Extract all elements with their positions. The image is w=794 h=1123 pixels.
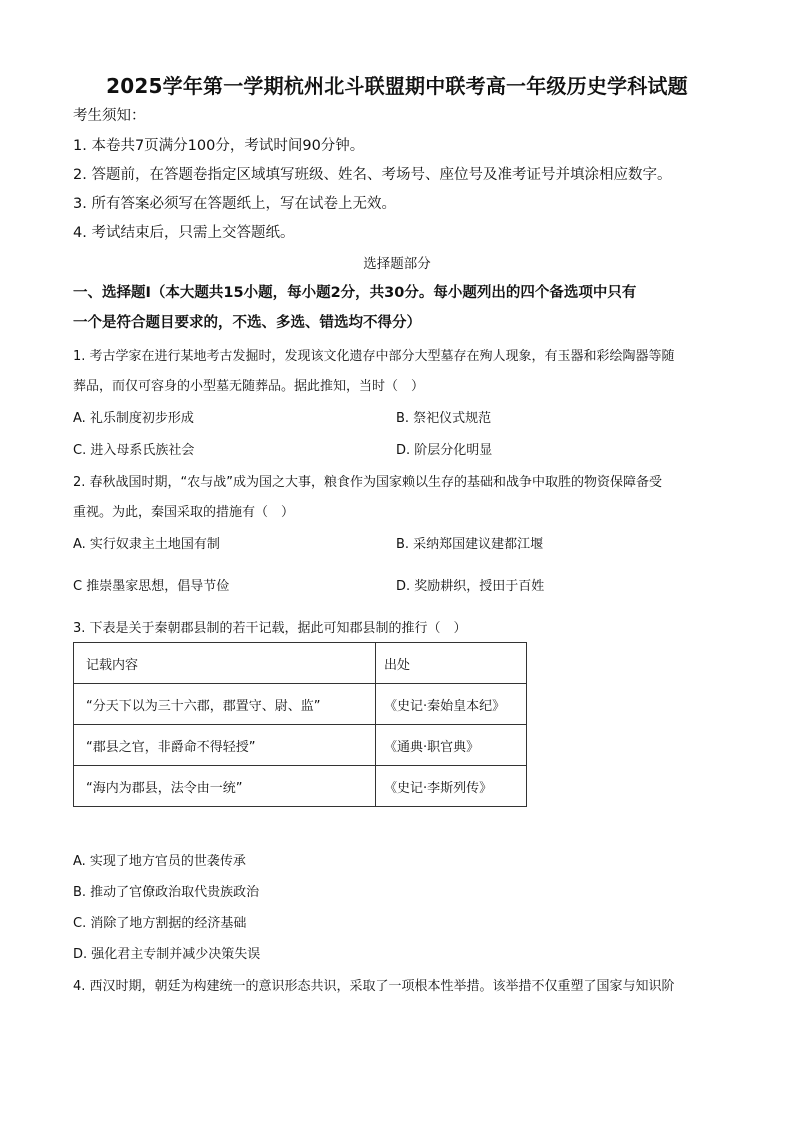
q2-option-a[interactable]: A. 实行奴隶主土地国有制 [73, 537, 220, 552]
q2-stem-line1: 2. 春秋战国时期，“农与战”成为国之大事，粮食作为国家赖以生存的基础和战争中取胜的物资保障备受 [73, 475, 663, 490]
q1-stem-line1: 1. 考古学家在进行某地考古发掘时，发现该文化遗存中部分大型墓存在殉人现象，有玉器和彩绘陶器等随 [73, 349, 675, 364]
table-cell-content: “郡县之官，非爵命不得轻授” [74, 725, 376, 766]
notice-item: 2. 答题前，在答题卷指定区域填写班级、姓名、考场号、座位号及准考证号并填涂相应数字。 [73, 167, 672, 183]
notice-item: 1. 本卷共7页满分100分，考试时间90分钟。 [73, 138, 365, 154]
table-row [74, 725, 527, 766]
table-header-content: 记载内容 [74, 643, 376, 684]
q3-records-table [73, 642, 527, 807]
q3-stem: 3. 下表是关于秦朝郡县制的若干记载，据此可知郡县制的推行（ ） [73, 621, 467, 636]
q3-option-a[interactable]: A. 实现了地方官员的世袭传承 [73, 854, 246, 869]
notice-item: 3. 所有答案必须写在答题纸上，写在试卷上无效。 [73, 196, 396, 212]
q3-option-b[interactable]: B. 推动了官僚政治取代贵族政治 [73, 885, 260, 900]
table-row [74, 684, 527, 725]
part1-instructions-line2: 一个是符合题目要求的，不选、多选、错选均不得分） [73, 315, 421, 331]
q1-option-a[interactable]: A. 礼乐制度初步形成 [73, 411, 194, 426]
table-cell-source: 《史记·李斯列传》 [376, 766, 527, 807]
q3-option-d[interactable]: D. 强化君主专制并减少决策失误 [73, 947, 261, 962]
q3-option-c[interactable]: C. 消除了地方割据的经济基础 [73, 916, 247, 931]
q1-option-d[interactable]: D. 阶层分化明显 [396, 443, 493, 458]
q1-stem-line2: 葬品，而仅可容身的小型墓无随葬品。据此推知，当时（ ） [73, 379, 425, 394]
notice-heading: 考生须知： [73, 108, 146, 124]
q2-option-c[interactable]: C 推崇墨家思想，倡导节俭 [73, 579, 230, 594]
q4-stem-line1: 4. 西汉时期，朝廷为构建统一的意识形态共识，采取了一项根本性举措。该举措不仅重塑了国家与知识阶 [73, 979, 675, 994]
part1-instructions-line1: 一、选择题Ⅰ（本大题共15小题，每小题2分，共30分。每小题列出的四个备选项中只有 [73, 285, 637, 301]
q1-option-c[interactable]: C. 进入母系氏族社会 [73, 443, 195, 458]
q2-stem-line2: 重视。为此，秦国采取的措施有（ ） [73, 505, 295, 520]
q1-option-b[interactable]: B. 祭祀仪式规范 [396, 411, 492, 426]
q2-option-d[interactable]: D. 奖励耕织，授田于百姓 [396, 579, 545, 594]
table-header-source: 出处 [376, 643, 527, 684]
section-title: 选择题部分 [363, 256, 431, 272]
table-header-row [74, 643, 527, 684]
table-cell-source: 《史记·秦始皇本纪》 [376, 684, 527, 725]
table-cell-source: 《通典·职官典》 [376, 725, 527, 766]
q2-option-b[interactable]: B. 采纳郑国建议建都江堰 [396, 537, 544, 552]
notice-item: 4. 考试结束后，只需上交答题纸。 [73, 225, 295, 241]
table-cell-content: “海内为郡县，法令由一统” [74, 766, 376, 807]
table-row [74, 766, 527, 807]
exam-title: 2025学年第一学期杭州北斗联盟期中联考高一年级历史学科试题 [106, 74, 688, 98]
table-cell-content: “分天下以为三十六郡，郡置守、尉、监” [74, 684, 376, 725]
